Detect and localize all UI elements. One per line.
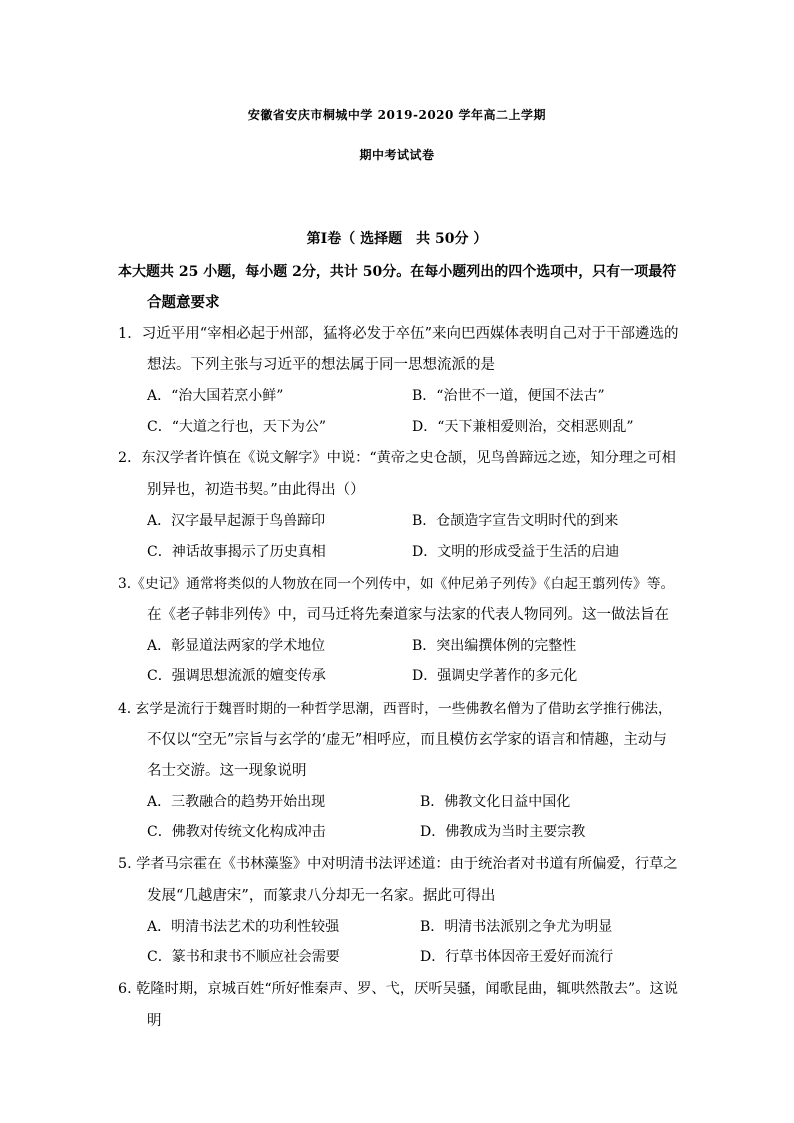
question-1-option-b[interactable]: B．“治世不一道，便国不法古” — [412, 388, 605, 404]
section-instruction-cont: 合题意要求 — [147, 294, 220, 311]
question-2-option-b[interactable]: B．仓颉造字宣告文明时代的到来 — [412, 513, 619, 529]
question-4-text-cont: 不仅以“空无”宗旨与玄学的‘虚无”相呼应，而且模仿玄学家的语言和情趣，主动与 — [147, 732, 667, 748]
question-2-option-c[interactable]: C．神话故事揭示了历史真相 — [147, 544, 326, 560]
question-5-option-b[interactable]: B．明清书法派别之争尤为明显 — [420, 919, 613, 935]
question-2-text-cont: 别异也，初造书契。”由此得出（） — [147, 482, 365, 498]
page-title: 安徽省安庆市桐城中学 2019-2020 学年高二上学期 — [247, 108, 547, 122]
question-1-text: 1．习近平用“宰相必起于州部，猛将必发于卒伍”来向巴西媒体表明自己对于干部遴选的 — [118, 326, 679, 342]
question-5-text-cont: 发展“几越唐宋”，而篆隶八分却无一名家。据此可得出 — [147, 888, 496, 904]
question-6-text-cont: 明 — [147, 1013, 162, 1029]
page-subtitle: 期中考试试卷 — [359, 148, 435, 162]
section-title: 第Ⅰ卷（ 选择题 共 50分 ） — [306, 231, 488, 247]
question-3-option-b[interactable]: B．突出编撰体例的完整性 — [412, 638, 577, 654]
question-4-option-b[interactable]: B．佛教文化日益中国化 — [420, 794, 571, 810]
question-3-option-c[interactable]: C．强调思想流派的嬗变传承 — [147, 668, 326, 684]
question-1-text-cont: 想法。下列主张与习近平的想法属于同一思想流派的是 — [147, 357, 495, 373]
question-2-option-d[interactable]: D．文明的形成受益于生活的启迪 — [412, 544, 620, 560]
section-instruction: 本大题共 25 小题，每小题 2分，共计 50分。在每小题列出的四个选项中，只有一项最符 — [118, 264, 677, 280]
question-4-text-cont-2: 名士交游。这一现象说明 — [147, 763, 307, 779]
question-4-option-d[interactable]: D．佛教成为当时主要宗教 — [420, 824, 586, 840]
question-4-option-a[interactable]: A．三教融合的趋势开始出现 — [147, 794, 326, 810]
question-3-option-a[interactable]: A．彰显道法两家的学术地位 — [147, 638, 326, 654]
question-1-option-a[interactable]: A．“治大国若烹小鲜” — [147, 388, 284, 404]
question-3-text: 3.《史记》通常将类似的人物放在同一个列传中，如《仲尼弟子列传》《白起王翦列传》等。 — [118, 576, 675, 592]
question-1-option-c[interactable]: C．“大道之行也，天下为公” — [147, 419, 327, 435]
question-3-option-d[interactable]: D．强调史学著作的多元化 — [412, 668, 578, 684]
question-5-option-a[interactable]: A．明清书法艺术的功利性较强 — [147, 919, 340, 935]
question-1-option-d[interactable]: D．“天下兼相爱则治，交相恶则乱” — [412, 419, 634, 435]
question-2-option-a[interactable]: A．汉字最早起源于鸟兽蹄印 — [147, 513, 326, 529]
question-5-option-d[interactable]: D．行草书体因帝王爱好而流行 — [420, 949, 614, 965]
question-4-option-c[interactable]: C．佛教对传统文化构成冲击 — [147, 824, 326, 840]
question-3-text-cont: 在《老子韩非列传》中，司马迁将先秦道家与法家的代表人物同列。这一做法旨在 — [147, 607, 669, 623]
question-5-option-c[interactable]: C．篆书和隶书不顺应社会需要 — [147, 949, 340, 965]
question-6-text: 6. 乾隆时期，京城百姓“所好惟秦声、罗、弋，厌听吴骚，闻歌昆曲，辄哄然散去”。这说 — [118, 981, 678, 997]
question-5-text: 5. 学者马宗霍在《书林藻鉴》中对明清书法评述道：由于统治者对书道有所偏爱，行草之 — [118, 856, 678, 872]
question-4-text: 4. 玄学是流行于魏晋时期的一种哲学思潮，西晋时，一些佛教名僧为了借助玄学推行佛法， — [118, 701, 672, 717]
question-2-text: 2．东汉学者许慎在《说文解字》中说：“黄帝之史仓颉，见鸟兽蹄远之迹，知分理之可相 — [118, 450, 676, 466]
